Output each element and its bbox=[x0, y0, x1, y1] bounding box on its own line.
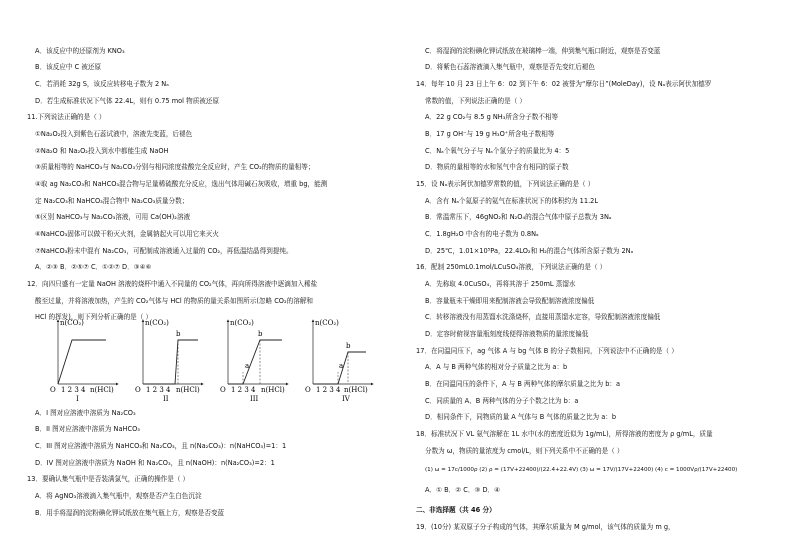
graph-1-xlabel: n(HCl) bbox=[90, 386, 114, 394]
graph-2-ticks: 1 2 3 4 bbox=[146, 386, 171, 394]
q18-stem: 18．标准状况下 VL 氨气溶解在 1L 水中(水的密度近似为 1g/mL)，所得溶液的密度为 ρ g/mL，质量 bbox=[416, 430, 713, 438]
graph-2-xlabel: n(HCl) bbox=[176, 386, 200, 394]
graph-1 bbox=[50, 319, 118, 402]
q12-option-c: C．III 图对应溶液中溶质为 NaHCO₃和 Na₂CO₃，且 n(Na₂CO₃)：n(NaHCO₃)=1：1 bbox=[35, 442, 287, 450]
graph-1-ylabel: n(CO₂) bbox=[60, 319, 84, 327]
q15-option-d: D．25℃，1.01×10⁵Pa，22.4LO₂和 H₂的混合气体所含原子数为 2Nₐ bbox=[425, 247, 634, 255]
q17-stem: 17．在同温同压下，ag 气体 A 与 bg 气体 B 的分子数相同，下列说法中不正确的是（ ） bbox=[416, 347, 678, 355]
graph-3-b: b bbox=[258, 330, 263, 338]
graph-4-a: a bbox=[339, 362, 344, 370]
q11-options: A．②③ B．②⑤⑦ C．①②⑦ D．③④⑥ bbox=[35, 263, 152, 271]
q12-option-b: B．II 图对应溶液中溶质为 NaHCO₃ bbox=[35, 425, 140, 433]
q11-item-6: ⑥NaHCO₃固体可以做干粉灭火剂，金属钠起火可以用它来灭火 bbox=[35, 230, 219, 238]
graph-1-origin: O bbox=[50, 386, 56, 394]
q14-stem-2: 常数的值，下列说法正确的是（ ） bbox=[425, 97, 527, 105]
q17-option-d: D．相同条件下，同物质的量 A 气体与 B 气体的质量之比为 a：b bbox=[425, 413, 617, 421]
q11-item-4: ④取 ag Na₂CO₃和 NaHCO₃混合物与足量稀硫酸充分反应，逸出气体用碱石灰吸收，增重 bg，能测 bbox=[35, 180, 328, 188]
graph-4-b: b bbox=[346, 342, 351, 350]
q18-options: A．① B．② C．③ D．④ bbox=[425, 486, 501, 494]
graph-2 bbox=[135, 319, 203, 402]
graph-2-origin: O bbox=[135, 386, 141, 394]
graph-2-label: II bbox=[163, 395, 169, 402]
q11-item-5: ⑤区别 NaHCO₃与 Na₂CO₃溶液，可用 Ca(OH)₂溶液 bbox=[35, 213, 191, 221]
q14-stem: 14．每年 10 月 23 日上午 6：02 到下午 6：02 被誉为“摩尔日”(MoleDay)，设 Nₐ表示阿伏加德罗 bbox=[416, 80, 712, 88]
q14-option-a: A．22 g CO₂与 8.5 g NH₃所含分子数不相等 bbox=[425, 113, 559, 121]
q16-option-a: A．先称取 4.0CuSO₄，再将其溶于 250mL 蒸馏水 bbox=[425, 280, 576, 288]
q16-option-c: C．转移溶液没有用蒸馏水洗涤烧杯，直接用蒸馏水定容，导致配制溶液浓度偏低 bbox=[425, 313, 661, 321]
q17-option-a: A．A 与 B 两种气体的相对分子质量之比为 a：b bbox=[425, 363, 568, 371]
q15-option-c: C．1.8gH₂O 中含有的电子数为 0.8Nₐ bbox=[425, 230, 539, 238]
q11-item-1: ①Na₂O₂投入到紫色石蕊试液中，溶液先变蓝，后褪色 bbox=[35, 130, 193, 138]
q13-option-d: D．将紫色石蕊溶液滴入集气瓶中，观察是否先变红后褪色 bbox=[425, 63, 595, 71]
graph-3-label: III bbox=[250, 395, 259, 402]
q16-option-d: D．定容时俯视容量瓶刻度线便得溶液物质的量浓度偏低 bbox=[425, 330, 589, 338]
q10-option-b: B．该反应中 C 被还原 bbox=[35, 63, 102, 71]
q11-item-2: ②Na₂O 和 Na₂O₂投入到水中都能生成 NaOH bbox=[35, 147, 169, 155]
graph-4-ticks: 1 2 3 4 bbox=[316, 386, 341, 394]
q12-stem-3: HCl 的挥发)，则下列分析正确的是（ ） bbox=[35, 313, 153, 321]
q19-stem: 19．(10分) 某双原子分子构成的气体，其摩尔质量为 M g/mol，该气体的质量为 m g， bbox=[416, 523, 675, 531]
q10-option-d: D．若生成标准状况下气体 22.4L，则有 0.75 mol 物质被还原 bbox=[35, 97, 220, 105]
q18-formulas: (1) ω = 17c/1000ρ (2) ρ = (17V+22400)/(22.4+22.4V) (3) ω = 17V/(17V+22400) (4) c = 1000Vρ/(17V+22400) bbox=[425, 467, 738, 473]
graph-4-origin: O bbox=[305, 386, 311, 394]
q15-option-b: B．常温常压下，46gNO₂和 N₂O₄的混合气体中原子总数为 3Nₐ bbox=[425, 213, 612, 221]
q13-option-a: A．将 AgNO₃溶液滴入集气瓶中，观察是否产生白色沉淀 bbox=[35, 492, 202, 500]
q10-option-a: A．该反应中的还原剂为 KNO₃ bbox=[35, 47, 125, 55]
graph-1-label: I bbox=[76, 395, 79, 402]
graph-4 bbox=[305, 319, 373, 402]
q12-stem: 12．向四只盛有一定量 NaOH 溶液的烧杯中通入不同量的 CO₂气体，再向所得溶液中逐滴加入稀盐 bbox=[27, 280, 318, 288]
q14-option-b: B．17 g OH⁻与 19 g H₃O⁺所含电子数相等 bbox=[425, 130, 555, 138]
q17-option-b: B．在同温同压的条件下，A 与 B 两种气体的摩尔质量之比为 b：a bbox=[425, 380, 621, 388]
graph-3-origin: O bbox=[220, 386, 226, 394]
q13-option-c: C．将湿润的淀粉碘化钾试纸放在玻璃棒一端，伸到集气瓶口附近，观察是否变蓝 bbox=[425, 47, 661, 55]
q18-stem-2: 分数为 ω，物质的量浓度为 cmol/L，则下列关系中不正确的是（ ） bbox=[425, 447, 624, 455]
graph-4-ylabel: n(CO₂) bbox=[315, 319, 339, 327]
q11-item-3: ③质量相等的 NaHCO₃与 Na₂CO₃分别与相同浓度盐酸完全反应时，产生 CO₂的物质的量相等； bbox=[35, 163, 315, 171]
graph-1-ticks: 1 2 3 4 bbox=[61, 386, 86, 394]
q11-item-7: ⑦NaHCO₃粉末中混有 Na₂CO₃，可配制成溶液通入过量的 CO₂，再低温结晶得到提纯。 bbox=[35, 247, 293, 255]
graph-3-xlabel: n(HCl) bbox=[261, 386, 285, 394]
graph-2-b: b bbox=[176, 330, 181, 338]
q11-stem: 11.下列说法正确的是（ ） bbox=[27, 113, 106, 121]
graph-2-ylabel: n(CO₂) bbox=[145, 319, 169, 327]
graph-3-ylabel: n(CO₂) bbox=[230, 319, 254, 327]
q14-option-c: C．Nₐ个氧气分子与 Nₐ个氢分子的质量比为 4：5 bbox=[425, 147, 570, 155]
q13-option-b: B．用手将湿润的淀粉碘化钾试纸放在集气瓶上方，观察是否变蓝 bbox=[35, 509, 225, 517]
section-2-heading: 二、非选择题（共 46 分） bbox=[416, 506, 496, 514]
q12-option-d: D．IV 图对应溶液中溶质为 NaOH 和 Na₂CO₃，且 n(NaOH)：n(Na₂CO₃)=2：1 bbox=[35, 459, 275, 467]
graph-3-ticks: 1 2 3 4 bbox=[231, 386, 256, 394]
q16-option-b: B．容量瓶未干燥即用来配制溶液会导致配制溶液浓度偏低 bbox=[425, 297, 595, 305]
q12-stem-2: 酸至过量，并将溶液加热，产生的 CO₂气体与 HCl 的物质的量关系如图所示(忽略 CO₂的溶解和 bbox=[35, 297, 314, 305]
q13-stem: 13．要确认集气瓶中是否装满氯气，正确的操作是（ ） bbox=[27, 475, 190, 483]
graph-3 bbox=[220, 319, 288, 402]
q10-option-c: C．若消耗 32g S，该反应转移电子数为 2 Nₐ bbox=[35, 80, 169, 88]
q15-stem: 15．设 Nₐ表示阿伏加德罗常数的值，下列说法正确的是（ ） bbox=[416, 180, 595, 188]
q16-stem: 16．配制 250mL0.1mol/LCuSO₄溶液，下列说法正确的是（ ） bbox=[416, 263, 607, 271]
graph-4-label: IV bbox=[342, 395, 350, 402]
q11-item-4-cont: 定 Na₂CO₃和 NaHCO₃混合物中 Na₂CO₃质量分数； bbox=[35, 197, 189, 205]
graph-4-xlabel: n(HCl) bbox=[344, 386, 368, 394]
q17-option-c: C．同质量的 A、B 两种气体的分子个数之比为 b：a bbox=[425, 397, 579, 405]
graph-3-a: a bbox=[245, 362, 250, 370]
q15-option-a: A．含有 Nₐ个氦原子的氦气在标准状况下的体积约为 11.2L bbox=[425, 197, 599, 205]
q14-option-d: D．物质的量相等的水和氖气中含有相同的原子数 bbox=[425, 163, 569, 171]
q12-option-a: A．I 图对应溶液中溶质为 Na₂CO₃ bbox=[35, 409, 136, 417]
q12-graphs bbox=[38, 312, 378, 402]
